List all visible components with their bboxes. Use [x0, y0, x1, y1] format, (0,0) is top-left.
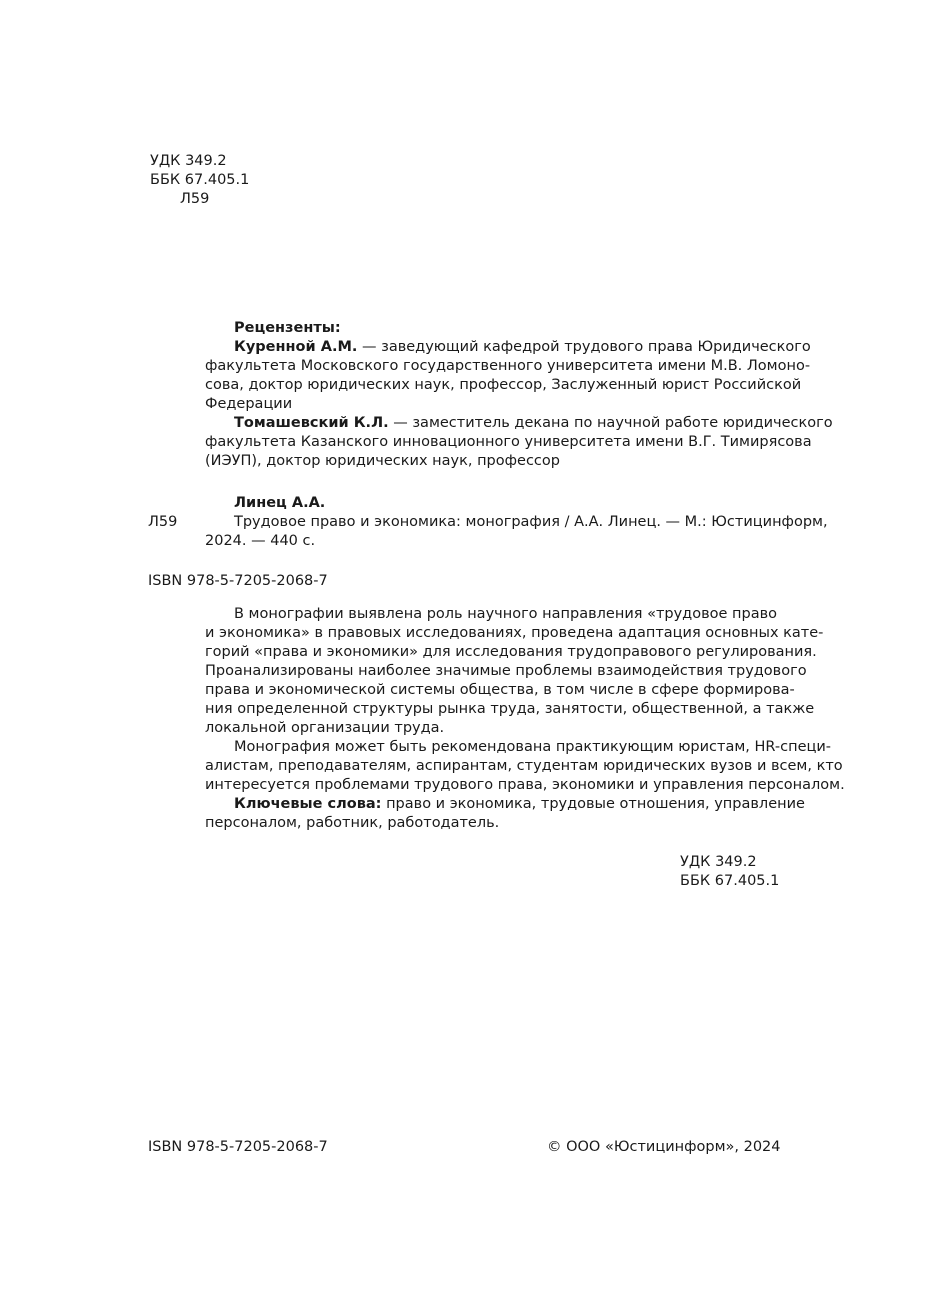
- reviewer-2-line-3: (ИЭУП), доктор юридических наук, профессор: [205, 453, 560, 469]
- footer-copyright: © ООО «Юстицинформ», 2024: [547, 1139, 781, 1155]
- reviewer-1-line-2: факультета Московского государственного университета имени М.В. Ломоно-: [205, 358, 811, 374]
- reviewer-2-line-2: факультета Казанского инновационного университета имени В.Г. Тимирясова: [205, 434, 812, 450]
- author-mark: Л59: [180, 191, 210, 207]
- annotation-p1-line-5: права и экономической системы общества, в том числе в сфере формирова-: [205, 682, 795, 698]
- catalog-mark: Л59: [148, 514, 178, 530]
- keywords-text-1: право и экономика, трудовые отношения, управление: [381, 796, 805, 812]
- annotation-p2-line-3: интересуется проблемами трудового права, экономики и управления персоналом.: [205, 777, 845, 793]
- reviewers-block: [205, 319, 833, 471]
- reviewer-1-line-4: Федерации: [205, 396, 293, 412]
- annotation-p2-line-1: Монография может быть рекомендована практикующим юристам, HR-специ-: [234, 739, 832, 755]
- reviewer-1-line-1: — заведующий кафедрой трудового права Юридического: [362, 339, 811, 355]
- keywords-line-1: [205, 795, 805, 814]
- reviewer-2-name: Томашевский К.Л.: [234, 415, 389, 431]
- reviewer-1-name: Куренной А.М.: [234, 339, 358, 355]
- annotation-p1-line-4: Проанализированы наиболее значимые проблемы взаимодействия трудового: [205, 663, 807, 679]
- bbk-code-bottom: ББК 67.405.1: [680, 873, 780, 889]
- keywords-text-2: персоналом, работник, работодатель.: [205, 815, 500, 831]
- catalog-isbn: ISBN 978-5-7205-2068-7: [148, 573, 328, 589]
- annotation-p1-line-3: горий «права и экономики» для исследования трудоправового регулирования.: [205, 644, 817, 660]
- reviewer-1-line-3: сова, доктор юридических наук, профессор, Заслуженный юрист Российской: [205, 377, 802, 393]
- catalog-title-line-2: 2024. — 440 с.: [205, 533, 316, 549]
- keywords-label: Ключевые слова:: [234, 796, 382, 812]
- annotation-p1-line-6: ния определенной структуры рынка труда, занятости, общественной, а также: [205, 701, 815, 717]
- reviewers-heading: Рецензенты:: [234, 320, 341, 336]
- udk-code-bottom: УДК 349.2: [680, 854, 757, 870]
- reviewer-2: [205, 414, 833, 433]
- catalog-title-line-1: Трудовое право и экономика: монография / А.А. Линец. — М.: Юстицинформ,: [234, 514, 828, 530]
- reviewer-1: [205, 338, 811, 357]
- annotation-p1-line-1: В монографии выявлена роль научного направления «трудовое право: [234, 606, 778, 622]
- bbk-code: ББК 67.405.1: [150, 172, 250, 188]
- reviewer-2-line-1: — заместитель декана по научной работе юридического: [393, 415, 833, 431]
- annotation-p1-line-2: и экономика» в правовых исследованиях, проведена адаптация основных кате-: [205, 625, 824, 641]
- annotation-p2-line-2: алистам, преподавателям, аспирантам, студентам юридических вузов и всем, кто: [205, 758, 843, 774]
- footer-isbn: ISBN 978-5-7205-2068-7: [148, 1139, 328, 1155]
- annotation-p1-line-7: локальной организации труда.: [205, 720, 445, 736]
- annotation: [205, 605, 845, 833]
- udk-code: УДК 349.2: [150, 153, 227, 169]
- catalog-author: Линец А.А.: [234, 495, 326, 511]
